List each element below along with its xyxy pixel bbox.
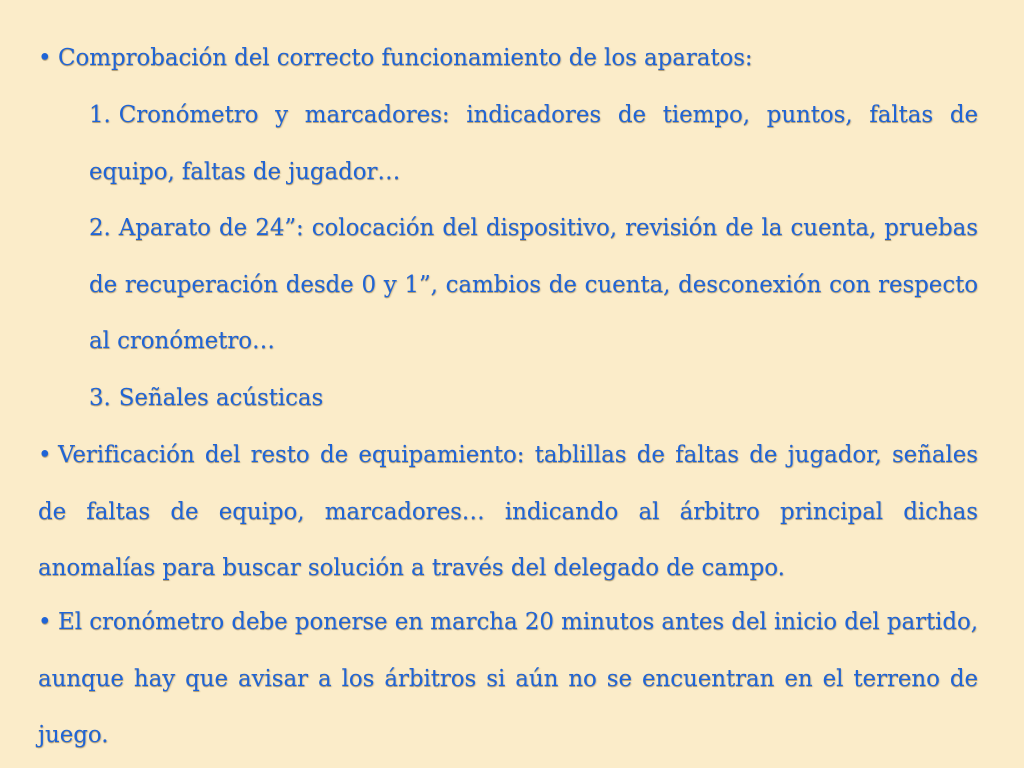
- item-text: Aparato de 24”: colocación del dispositivo, revisión de la cuenta, pruebas de recuperación desde 0 y 1”, cambios de cuenta, desconexión con respecto al cronómetro…: [89, 215, 978, 355]
- item-number: 2.: [89, 215, 111, 241]
- item-number: 3.: [89, 385, 111, 411]
- bullet-icon: •: [38, 442, 52, 468]
- bullet-text: Verificación del resto de equipamiento: tablillas de faltas de jugador, señales de faltas de equipo, marcadores… indicando al árbitro principal dichas anomalías para buscar solución a través del delegado de campo.: [38, 442, 978, 582]
- bullet-item-chronometer-start: [38, 594, 978, 764]
- bullet-icon: •: [38, 609, 52, 635]
- bullet-item-other-equipment: [38, 427, 978, 597]
- bullet-item-equipment-check: [38, 30, 978, 87]
- bullet-text: El cronómetro debe ponerse en marcha 20 minutos antes del inicio del partido, aunque hay que avisar a los árbitros si aún no se encuentran en el terreno de juego.: [38, 609, 978, 749]
- item-number: 1.: [89, 102, 111, 128]
- bullet-text: Comprobación del correcto funcionamiento de los aparatos:: [58, 45, 753, 71]
- item-text: Señales acústicas: [118, 385, 324, 411]
- numbered-item-chronometer: [89, 87, 978, 200]
- item-text: Cronómetro y marcadores: indicadores de tiempo, puntos, faltas de equipo, faltas de jugador…: [89, 102, 978, 185]
- numbered-item-acoustic-signals: [89, 370, 978, 427]
- bullet-icon: •: [38, 45, 52, 71]
- numbered-item-shot-clock: [89, 200, 978, 370]
